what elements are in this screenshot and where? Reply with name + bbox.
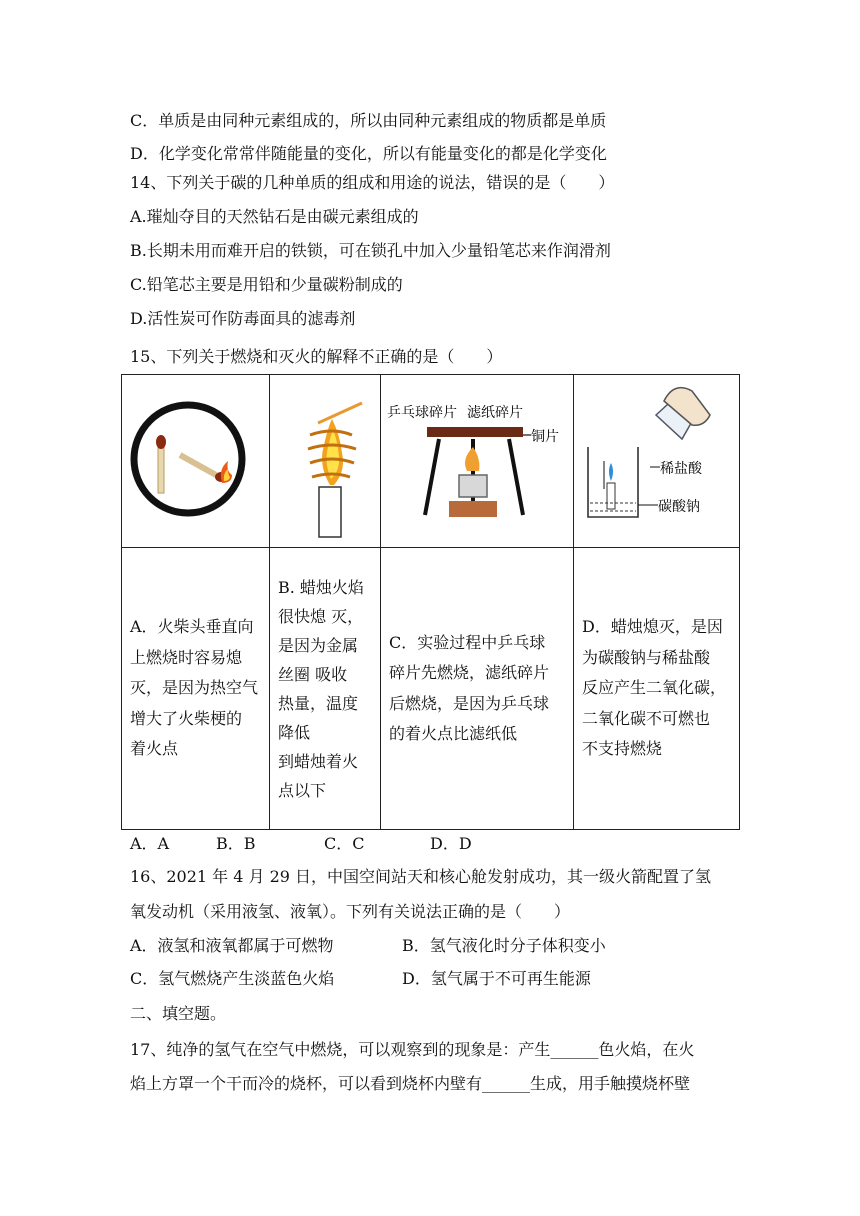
q16-option-b: B．氢气液化时分子体积变小 — [402, 936, 606, 955]
q14-option-c: C.铅笔芯主要是用铅和少量碳粉制成的 — [130, 275, 403, 294]
option-a-cell: A．火柴头垂直向 上燃烧时容易熄 灭，是因为热空气 增大了火柴梗的 着火点 — [122, 548, 270, 830]
label-pingpong: 乒乓球碎片 — [387, 405, 457, 421]
label-copper: 铜片 — [531, 429, 559, 445]
figure-a-cell — [122, 375, 270, 548]
q16-stem-1: 16、2021 年 4 月 29 日，中国空间站天和核心舱发射成功，其一级火箭配置了氢 — [130, 867, 712, 886]
figure-c-cell — [381, 375, 574, 548]
q16-option-c: C．氢气燃烧产生淡蓝色火焰 — [130, 969, 335, 988]
match-icon — [122, 375, 269, 543]
q16-option-a: A．液氢和液氧都属于可燃物 — [130, 936, 334, 955]
q15-answers — [130, 833, 472, 855]
q17-line-1: 17、纯净的氢气在空气中燃烧，可以观察到的现象是：产生______色火焰，在火 — [130, 1040, 695, 1059]
q17-line-2: 焰上方罩一个干而冷的烧杯，可以看到烧杯内壁有______生成，用手触摸烧杯壁 — [130, 1074, 691, 1093]
figure-b-cell — [270, 375, 381, 548]
label-na2co3: 碳酸钠 — [658, 499, 700, 515]
option-b-cell: B. 蜡烛火焰 很快熄 灭， 是因为金属 丝圈 吸收 热量，温度 降低 到蜡烛着火 点以下 — [270, 548, 381, 830]
answer-d: D．D — [430, 834, 472, 853]
q16-options-ab — [130, 935, 606, 957]
q13-option-d: D．化学变化常常伴随能量的变化，所以有能量变化的都是化学变化 — [130, 144, 607, 163]
q15-stem: 15、下列关于燃烧和灭火的解释不正确的是（ ） — [130, 347, 503, 366]
option-c-cell: C．实验过程中乒乓球 碎片先燃烧，滤纸碎片 后燃烧，是因为乒乓球 的着火点比滤纸低 — [381, 548, 574, 830]
candle-coil-icon — [270, 375, 380, 543]
q16-stem-2: 氧发动机（采用液氢、液氧）。下列有关说法正确的是（ ） — [130, 902, 571, 921]
q16-options-cd — [130, 968, 591, 990]
section-fill-in-title: 二、填空题。 — [130, 1004, 227, 1023]
answer-a: A．A — [130, 834, 170, 853]
q14-stem: 14、下列关于碳的几种单质的组成和用途的说法，错误的是（ ） — [130, 173, 615, 192]
q14-option-b: B.长期未用而难开启的铁锁，可在锁孔中加入少量铅笔芯来作润滑剂 — [130, 241, 611, 260]
answer-c: C．C — [324, 834, 365, 853]
option-d-cell: D．蜡烛熄灭，是因 为碳酸钠与稀盐酸 反应产生二氧化碳， 二氧化碳不可燃也 不支持燃烧 — [574, 548, 740, 830]
tripod-burner-icon — [381, 375, 573, 543]
q14-option-d: D.活性炭可作防毒面具的滤毒剂 — [130, 309, 356, 328]
q16-option-d: D．氢气属于不可再生能源 — [402, 969, 591, 988]
beaker-candle-icon — [574, 375, 739, 543]
figure-d-cell — [574, 375, 740, 548]
label-filter-paper: 滤纸碎片 — [467, 405, 523, 421]
q13-option-c: C．单质是由同种元素组成的，所以由同种元素组成的物质都是单质 — [130, 111, 607, 130]
answer-b: B．B — [216, 834, 256, 853]
label-hcl: 稀盐酸 — [660, 461, 702, 477]
q14-option-a: A.璀灿夺目的天然钻石是由碳元素组成的 — [130, 207, 419, 226]
q15-table — [121, 374, 740, 830]
